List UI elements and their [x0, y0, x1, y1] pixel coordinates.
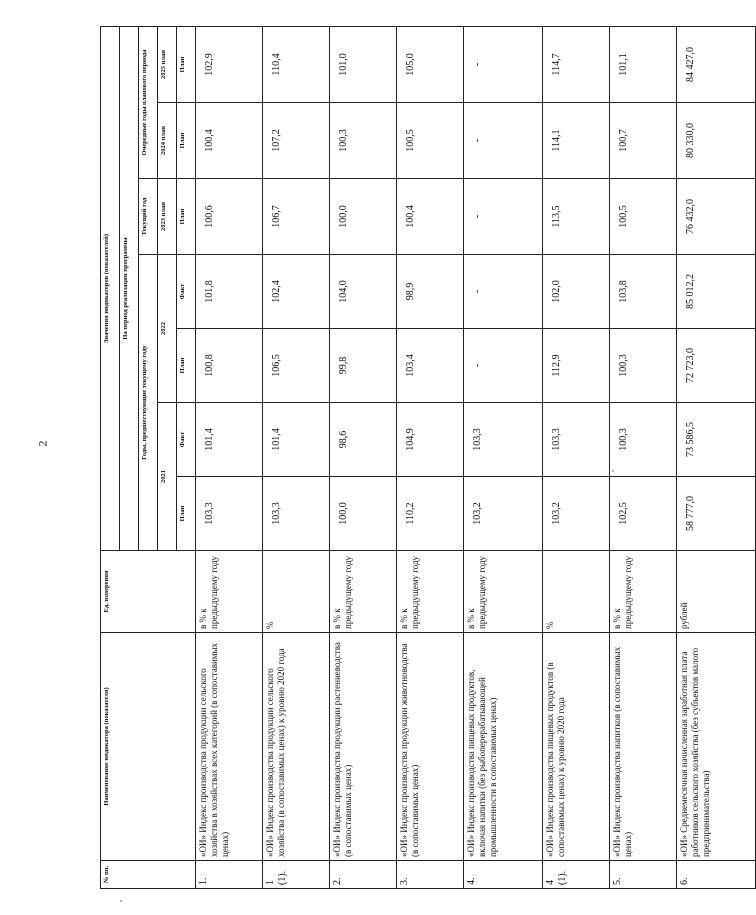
value-cell: 106,7	[263, 179, 330, 255]
scan-speck	[612, 470, 614, 472]
value-cell: 107,2	[263, 103, 330, 179]
row-number: 6.	[677, 861, 756, 889]
value-cell: 101,4	[196, 403, 263, 477]
header-plan: План	[177, 329, 196, 403]
value-cell: 102,9	[196, 26, 263, 102]
header-next-years: Очередные годы планового периода	[139, 26, 158, 178]
value-cell: 103,3	[263, 477, 330, 551]
table-row	[610, 26, 677, 888]
unit-cell: в % к предыдущему году	[196, 551, 263, 633]
header-year-2025: 2025 план	[158, 26, 177, 102]
value-cell: 106,5	[263, 329, 330, 403]
value-cell: 103,2	[464, 477, 543, 551]
value-cell: 58 777,0	[677, 477, 756, 551]
unit-cell: рублей	[677, 551, 756, 633]
table-row	[677, 26, 756, 888]
value-cell: 103,3	[543, 403, 610, 477]
value-cell: 103,3	[196, 477, 263, 551]
unit-cell: %	[543, 551, 610, 633]
value-cell: 100,5	[397, 103, 464, 179]
header-year-2022: 2022	[158, 255, 177, 403]
header-plan: План	[177, 26, 196, 102]
value-cell: 114,7	[543, 26, 610, 102]
value-cell: 100,7	[610, 103, 677, 179]
unit-cell: в % к предыдущему году	[397, 551, 464, 633]
table-row	[196, 26, 263, 888]
value-cell: -	[464, 255, 543, 329]
unit-cell: %	[263, 551, 330, 633]
value-cell: 102,4	[263, 255, 330, 329]
table-row	[543, 26, 610, 888]
value-cell: 103,8	[610, 255, 677, 329]
header-name: Наименование индикатора (показателя)	[101, 633, 196, 861]
unit-cell: в % к предыдущему году	[610, 551, 677, 633]
value-cell: -	[464, 26, 543, 102]
indicators-table	[100, 26, 756, 889]
indicator-name: «ОИ» Индекс производства продукции сельского хозяйства в хозяйствах всех категорий (в сопоставимых ценах)	[196, 633, 263, 861]
header-plan: План	[177, 179, 196, 255]
header-year-2021: 2021	[158, 403, 177, 551]
indicator-name: «ОИ» Среднемесячная начисленная заработная плата работников сельского хозяйства (без субъектов малого предпринимательства)	[677, 633, 756, 861]
rotated-table-container	[100, 27, 711, 889]
header-year-2023: 2023 план	[158, 179, 177, 255]
value-cell: 103,4	[397, 329, 464, 403]
value-cell: 104,0	[330, 255, 397, 329]
value-cell: 99,8	[330, 329, 397, 403]
header-plan: План	[177, 103, 196, 179]
value-cell: 101,0	[330, 26, 397, 102]
page-number: 2	[35, 440, 50, 447]
table-row	[464, 26, 543, 888]
header-during-program: На период реализации программы	[120, 26, 139, 550]
value-cell: 100,3	[610, 403, 677, 477]
value-cell: 76 432,0	[677, 179, 756, 255]
value-cell: 102,0	[543, 255, 610, 329]
table-row	[330, 26, 397, 888]
value-cell: 73 586,5	[677, 403, 756, 477]
header-current-year: Текущий год	[139, 179, 158, 255]
row-number: 4.	[464, 861, 543, 889]
value-cell: 72 723,0	[677, 329, 756, 403]
value-cell: 101,1	[610, 26, 677, 102]
value-cell: 98,6	[330, 403, 397, 477]
value-cell: 112,9	[543, 329, 610, 403]
value-cell: 101,4	[263, 403, 330, 477]
value-cell: 110,2	[397, 477, 464, 551]
value-cell: 100,0	[330, 477, 397, 551]
value-cell: 80 330,0	[677, 103, 756, 179]
value-cell: 100,3	[330, 103, 397, 179]
value-cell: -	[464, 103, 543, 179]
row-number: 5.	[610, 861, 677, 889]
unit-cell: в % к предыдущему году	[464, 551, 543, 633]
value-cell: 102,5	[610, 477, 677, 551]
value-cell: 100,4	[397, 179, 464, 255]
indicator-name: «ОИ» Индекс производства напитков (в сопоставимых ценах)	[610, 633, 677, 861]
value-cell: 105,0	[397, 26, 464, 102]
value-cell: 85 012,2	[677, 255, 756, 329]
value-cell: -	[464, 329, 543, 403]
value-cell: 84 427,0	[677, 26, 756, 102]
value-cell: 100,8	[196, 329, 263, 403]
value-cell: 100,6	[196, 179, 263, 255]
header-no: № пп.	[101, 861, 196, 889]
indicator-name: «ОИ» Индекс производства пищевых продуктов, включая напитки (без рыбоперерабатывающей промышленности в сопоставимых ценах)	[464, 633, 543, 861]
value-cell: 103,2	[543, 477, 610, 551]
value-cell: 100,4	[196, 103, 263, 179]
row-number: 1 (1).	[263, 861, 330, 889]
indicator-name: «ОИ» Индекс производства продукции растениеводства (в сопоставимых ценах)	[330, 633, 397, 861]
value-cell: 114,1	[543, 103, 610, 179]
header-years-before: Годы, предшествующие текущему году	[139, 255, 158, 551]
row-number: 3.	[397, 861, 464, 889]
row-number: 1.	[196, 861, 263, 889]
value-cell: 110,4	[263, 26, 330, 102]
indicator-name: «ОИ» Индекс производства продукции животноводства (в сопоставимых ценах)	[397, 633, 464, 861]
value-cell: 113,5	[543, 179, 610, 255]
indicator-name: «ОИ» Индекс производства пищевых продуктов (в сопоставимых ценах) к уровню 2020 года	[543, 633, 610, 861]
unit-cell: в % к предыдущему году	[330, 551, 397, 633]
row-number: 4 (1).	[543, 861, 610, 889]
value-cell: 98,9	[397, 255, 464, 329]
header-plan: План	[177, 477, 196, 551]
value-cell: 103,3	[464, 403, 543, 477]
header-unit: Ед. измерения	[101, 551, 196, 633]
header-values: Значения индикаторов (показателей)	[101, 26, 120, 550]
value-cell: 101,8	[196, 255, 263, 329]
header-year-2024: 2024 план	[158, 103, 177, 179]
indicator-name: «ОИ» Индекс производства продукции сельского хозяйства (в сопоставимых ценах) к уровню 2020 года	[263, 633, 330, 861]
value-cell: 104,9	[397, 403, 464, 477]
value-cell: 100,5	[610, 179, 677, 255]
scan-speck	[120, 900, 122, 902]
table-row	[397, 26, 464, 888]
value-cell: -	[464, 179, 543, 255]
header-fact: Факт	[177, 255, 196, 329]
row-number: 2.	[330, 861, 397, 889]
table-row	[263, 26, 330, 888]
value-cell: 100,3	[610, 329, 677, 403]
header-fact: Факт	[177, 403, 196, 477]
value-cell: 100,0	[330, 179, 397, 255]
